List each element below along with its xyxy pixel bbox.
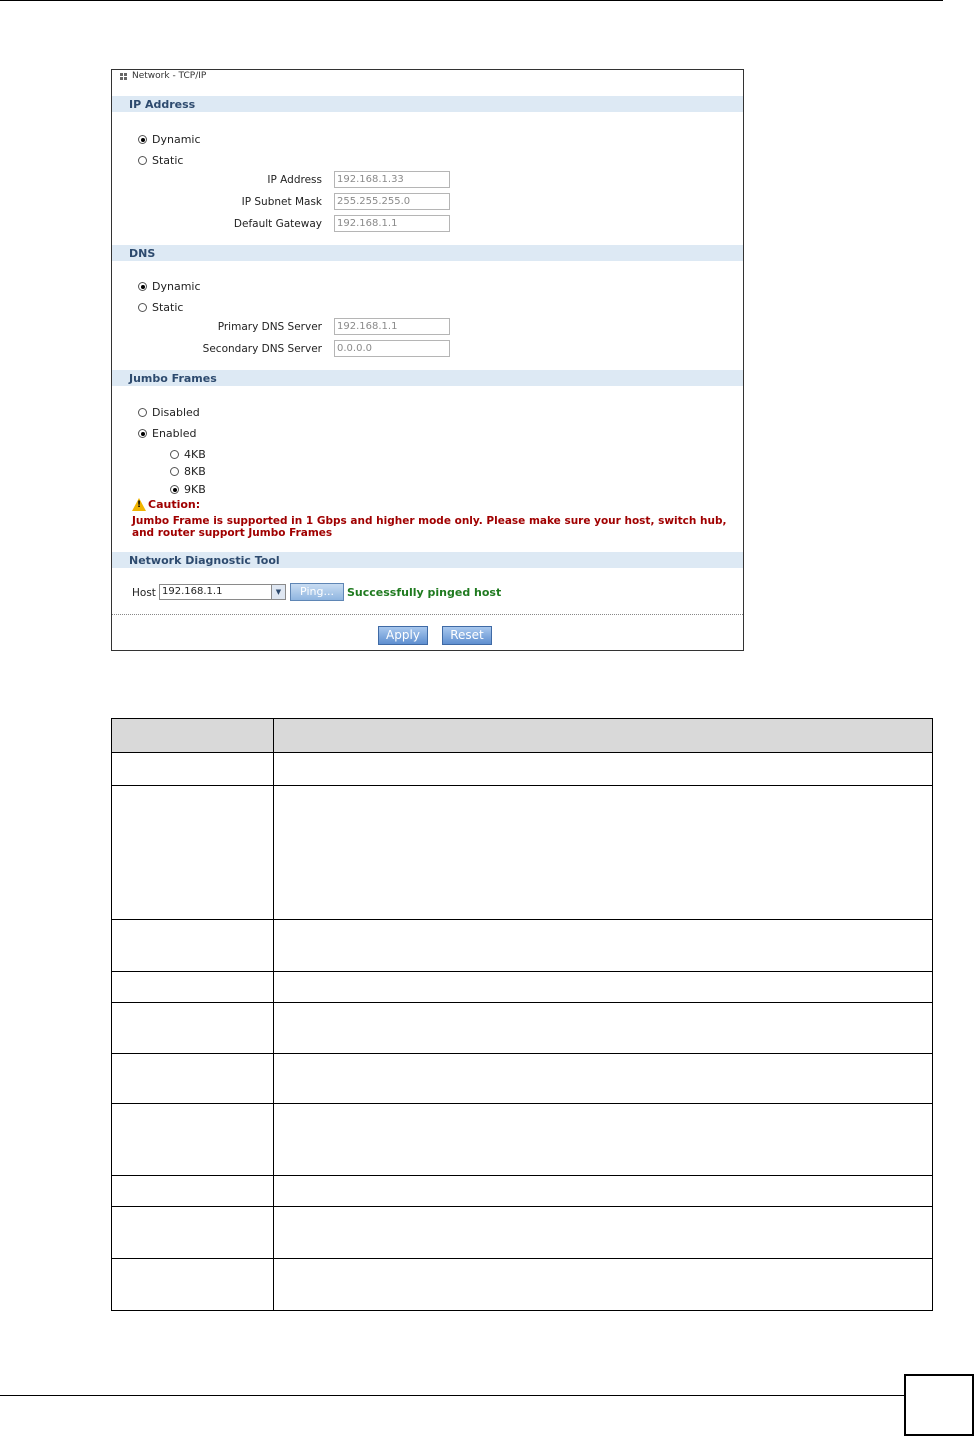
host-label: Host — [132, 587, 156, 599]
reset-button[interactable]: Reset — [442, 626, 492, 645]
panel-title-text: Network - TCP/IP — [132, 71, 207, 81]
secondary-dns-label: Secondary DNS Server — [202, 343, 322, 355]
section-header-dns: DNS — [112, 245, 743, 261]
table-row — [112, 1054, 933, 1104]
table-row — [112, 1259, 933, 1311]
caution-message: Jumbo Frame is supported in 1 Gbps and higher mode only. Please make sure your host, switch hub, and router support Jumbo Frames — [132, 515, 727, 539]
secondary-dns-field[interactable]: 0.0.0.0 — [334, 340, 450, 357]
radio-unselected-icon — [138, 303, 147, 312]
table-row — [112, 1176, 933, 1207]
ping-button[interactable]: Ping... — [290, 583, 344, 601]
section-header-jumbo-frames: Jumbo Frames — [112, 370, 743, 386]
host-select[interactable] — [159, 584, 286, 600]
bottom-rule — [0, 1395, 905, 1396]
ip-subnet-mask-label: IP Subnet Mask — [241, 196, 322, 208]
tcpip-settings-panel — [111, 69, 744, 651]
ping-status-text: Successfully pinged host — [347, 586, 502, 599]
radio-selected-icon — [170, 485, 179, 494]
jumbo-size-4kb-radio[interactable]: 4KB — [170, 448, 206, 461]
ip-subnet-mask-field[interactable]: 255.255.255.0 — [334, 193, 450, 210]
default-gateway-field[interactable]: 192.168.1.1 — [334, 215, 450, 232]
ip-address-field[interactable]: 192.168.1.33 — [334, 171, 450, 188]
grip-icon — [120, 73, 127, 80]
warning-icon — [132, 498, 146, 511]
host-select-value: 192.168.1.1 — [162, 586, 223, 597]
page-number-box — [904, 1374, 974, 1436]
ip-address-label: IP Address — [267, 174, 322, 186]
section-header-network-diagnostic-tool: Network Diagnostic Tool — [112, 552, 743, 568]
ip-dynamic-radio[interactable]: Dynamic — [138, 133, 201, 146]
footer-divider — [112, 614, 743, 615]
dns-static-radio[interactable]: Static — [138, 301, 183, 314]
radio-unselected-icon — [138, 156, 147, 165]
jumbo-size-8kb-radio[interactable]: 8KB — [170, 465, 206, 478]
table-header-cell — [274, 719, 933, 753]
jumbo-enabled-radio[interactable]: Enabled — [138, 427, 196, 440]
radio-unselected-icon — [170, 450, 179, 459]
radio-selected-icon — [138, 135, 147, 144]
radio-selected-icon — [138, 282, 147, 291]
table-header-row — [112, 719, 933, 753]
section-header-ip-address: IP Address — [112, 96, 743, 112]
jumbo-disabled-radio[interactable]: Disabled — [138, 406, 200, 419]
radio-unselected-icon — [170, 467, 179, 476]
ip-static-radio[interactable]: Static — [138, 154, 183, 167]
table-row — [112, 753, 933, 786]
table-row — [112, 1207, 933, 1259]
table-header-cell — [112, 719, 274, 753]
dropdown-arrow-icon[interactable]: ▼ — [271, 585, 285, 599]
caution-title: ! Caution: — [132, 498, 200, 511]
primary-dns-label: Primary DNS Server — [217, 321, 322, 333]
default-gateway-label: Default Gateway — [233, 218, 322, 230]
table-row — [112, 786, 933, 920]
table-row — [112, 1104, 933, 1176]
radio-selected-icon — [138, 429, 147, 438]
apply-button[interactable]: Apply — [378, 626, 428, 645]
panel-title — [120, 71, 206, 81]
description-table — [111, 718, 933, 1311]
table-row — [112, 920, 933, 972]
radio-unselected-icon — [138, 408, 147, 417]
top-rule — [0, 0, 943, 1]
table-row — [112, 972, 933, 1003]
table-row — [112, 1003, 933, 1054]
jumbo-size-9kb-radio[interactable]: 9KB — [170, 483, 206, 496]
dns-dynamic-radio[interactable]: Dynamic — [138, 280, 201, 293]
primary-dns-field[interactable]: 192.168.1.1 — [334, 318, 450, 335]
